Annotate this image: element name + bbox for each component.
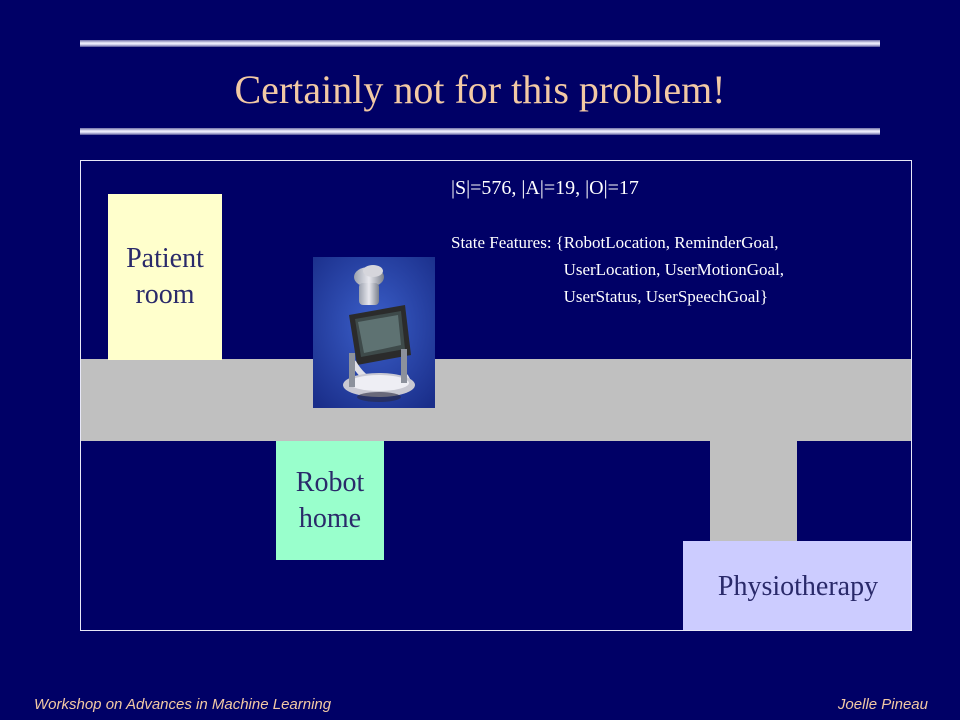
physiotherapy-label: Physiotherapy	[717, 570, 879, 602]
robot-photo	[313, 257, 435, 408]
slide-title: Certainly not for this problem!	[234, 67, 726, 112]
state-features-list	[556, 229, 784, 310]
corridor-horizontal	[81, 359, 912, 441]
model-size-stats: |S|=576, |A|=19, |O|=17	[451, 177, 639, 199]
robot-home-label-line1: Robot	[295, 466, 365, 498]
state-features	[451, 229, 784, 310]
patient-room-label-line1: Patient	[126, 243, 204, 274]
robot-home-label-line2: home	[298, 502, 362, 534]
title-rule-bottom	[80, 128, 880, 135]
corridor-vertical	[710, 441, 797, 543]
state-features-line3: UserStatus, UserSpeechGoal}	[563, 287, 769, 306]
footer-workshop: Workshop on Advances in Machine Learning	[34, 696, 332, 713]
physiotherapy-room	[683, 541, 912, 631]
footer-author: Joelle Pineau	[837, 696, 928, 713]
floor-plan-diagram	[80, 160, 912, 631]
state-features-line2: UserLocation, UserMotionGoal,	[563, 260, 785, 279]
robot-home	[276, 441, 384, 560]
patient-room	[108, 194, 222, 360]
state-features-line1: {RobotLocation, ReminderGoal,	[555, 233, 779, 252]
patient-room-label-line2: room	[135, 279, 195, 310]
title-rule-top	[80, 40, 880, 47]
state-features-label: State Features:	[451, 233, 552, 252]
